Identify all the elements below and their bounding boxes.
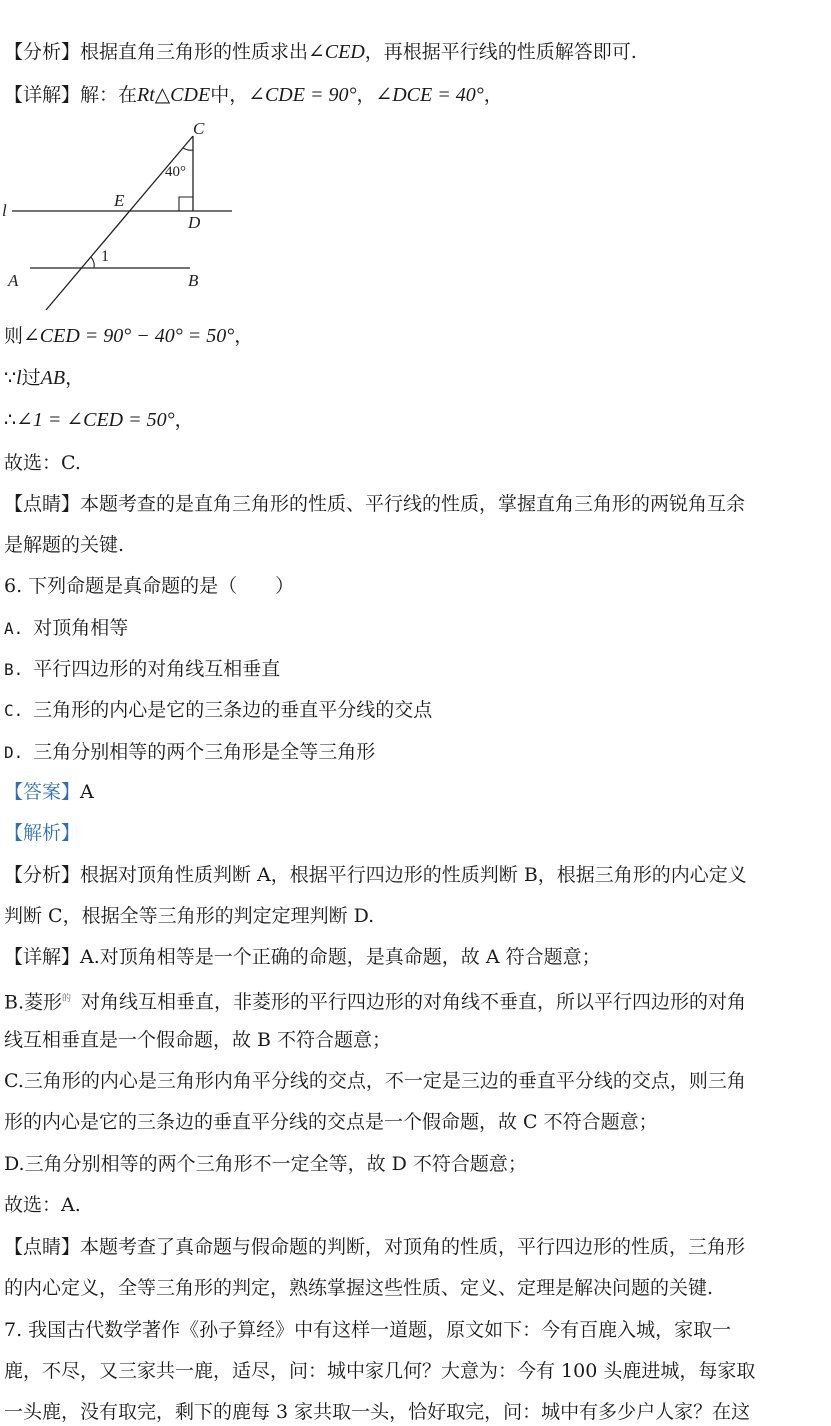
step-punct: ， [234,325,254,347]
symbol-l: l [16,367,22,389]
right-angle-mark [179,197,193,211]
q5-step-2 [4,366,827,390]
detail-text: A.对顶角相等是一个正确的命题，是真命题，故 A 符合题意； [80,946,601,968]
q6-option-d [4,740,827,765]
detail-tag: 【详解】 [4,946,81,968]
q5-step-3 [4,408,827,432]
detail-text-mid: 中， [210,84,249,106]
analysis-text-end: ，再根据平行线的性质解答即可. [364,41,637,63]
label-l: l [2,201,7,220]
analysis-text: 根据直角三角形的性质求出 [80,41,309,63]
q5-comment-1 [4,492,827,516]
label-e: E [114,191,125,210]
option-text: 三角形的内心是它的三条边的垂直平分线的交点 [33,699,433,721]
separator-end: ， [483,84,503,106]
detail-tag: 【详解】 [4,84,81,106]
q6-detail-b-1 [4,987,827,1014]
q5-comment-2: 是解题的关键. [4,534,125,556]
step-text: 则 [4,325,24,347]
label-b: B [188,271,199,290]
geometry-figure [0,118,240,318]
q6-detail-c-2: 形的内心是它的三条边的垂直平分线的交点是一个假命题，故 C 不符合题意； [4,1111,658,1133]
angle-ced: ∠CED [308,41,365,63]
q7-line-1: 7. 我国古代数学著作《孙子算经》中有这样一道题，原文如下：今有百鹿入城，家取一 [4,1319,732,1341]
equation-ced: ∠CED = 90° − 40° = 50° [23,325,235,347]
therefore-symbol: ∴ [4,409,17,431]
superscript-mark: 的 [62,994,72,1004]
triangle-cde: Rt△CDE [137,84,211,106]
q6-choice: 故选：A. [4,1194,81,1216]
equation-dce: ∠DCE = 40° [375,84,484,106]
option-letter: A. [4,619,24,638]
q6-analysis-1 [4,863,827,887]
q6-explain-tag: 【解析】 [4,822,81,844]
q6-stem: 6. 下列命题是真命题的是（ ） [4,575,295,597]
option-text: 三角分别相等的两个三角形是全等三角形 [33,741,376,763]
q6-comment-2: 的内心定义，全等三角形的判定，熟练掌握这些性质、定义、定理是解决问题的关键. [4,1277,714,1299]
comment-text: 本题考查的是直角三角形的性质、平行线的性质，掌握直角三角形的两锐角互余 [80,493,746,515]
q6-detail-d: D.三角分别相等的两个三角形不一定全等，故 D 不符合题意； [4,1153,527,1175]
answer-tag: 【答案】 [4,781,81,803]
separator: ， [356,84,376,106]
comment-tag: 【点睛】 [4,493,81,515]
q6-detail-c-1: C.三角形的内心是三角形内角平分线的交点，不一定是三边的垂直平分线的交点，则三角 [4,1070,746,1092]
detail-text: 解：在 [80,84,138,106]
analysis-tag: 【分析】 [4,864,81,886]
comment-tag: 【点睛】 [4,1236,81,1258]
option-letter: D. [4,743,24,762]
analysis-text: 根据对顶角性质判断 A，根据平行四边形的性质判断 B，根据三角形的内心定义 [80,864,747,886]
q6-option-c [4,698,827,723]
option-letter: B. [4,660,24,679]
q7-line-2: 鹿，不尽，又三家共一鹿，适尽，问：城中家几何？大意为：今有 100 头鹿进城，每家取 [4,1360,756,1382]
answer-value: A [80,781,94,803]
equation-angle-1: ∠1 = ∠CED = 50° [16,409,175,431]
option-text: 对顶角相等 [33,617,129,639]
q6-option-a [4,616,827,641]
label-c: C [193,119,205,138]
symbol-ab: AB [40,367,66,389]
step-text: 过 [21,367,41,389]
detail-text-cont: 对角线互相垂直，非菱形的平行四边形的对角线不垂直，所以平行四边形的对角 [81,991,747,1014]
q7-line-3: 一头鹿，没有取完，剩下的鹿每 3 家共取一头，恰好取完，问：城中有多少户人家？在这 [4,1401,751,1423]
q6-answer [4,780,827,804]
step-punct: ， [65,367,85,389]
equation-cde: ∠CDE = 90° [248,84,357,106]
angle-40-arc [183,148,193,150]
label-a: A [8,271,19,290]
transversal-ce [46,136,193,310]
because-symbol: ∵ [4,367,17,389]
option-letter: C. [4,701,24,720]
q5-choice: 故选：C. [4,452,81,474]
q6-detail-a [4,945,827,969]
angle-1-arc [91,257,94,268]
label-40: 40° [165,164,186,180]
detail-text: B.菱形 [4,991,63,1014]
q5-detail [4,83,827,107]
q6-option-b [4,657,827,682]
step-punct: ， [174,409,194,431]
q6-comment-1 [4,1235,827,1259]
q6-analysis-2: 判断 C，根据全等三角形的判定定理判断 D. [4,905,375,927]
q6-detail-b-2: 线互相垂直是一个假命题，故 B 不符合题意； [4,1029,392,1051]
analysis-tag: 【分析】 [4,41,81,63]
q5-analysis [4,40,827,64]
option-text: 平行四边形的对角线互相垂直 [33,658,281,680]
label-d: D [188,213,201,232]
comment-text: 本题考查了真命题与假命题的判断，对顶角的性质，平行四边形的性质，三角形 [80,1236,746,1258]
label-1: 1 [101,248,109,265]
q5-step-1 [4,324,827,348]
